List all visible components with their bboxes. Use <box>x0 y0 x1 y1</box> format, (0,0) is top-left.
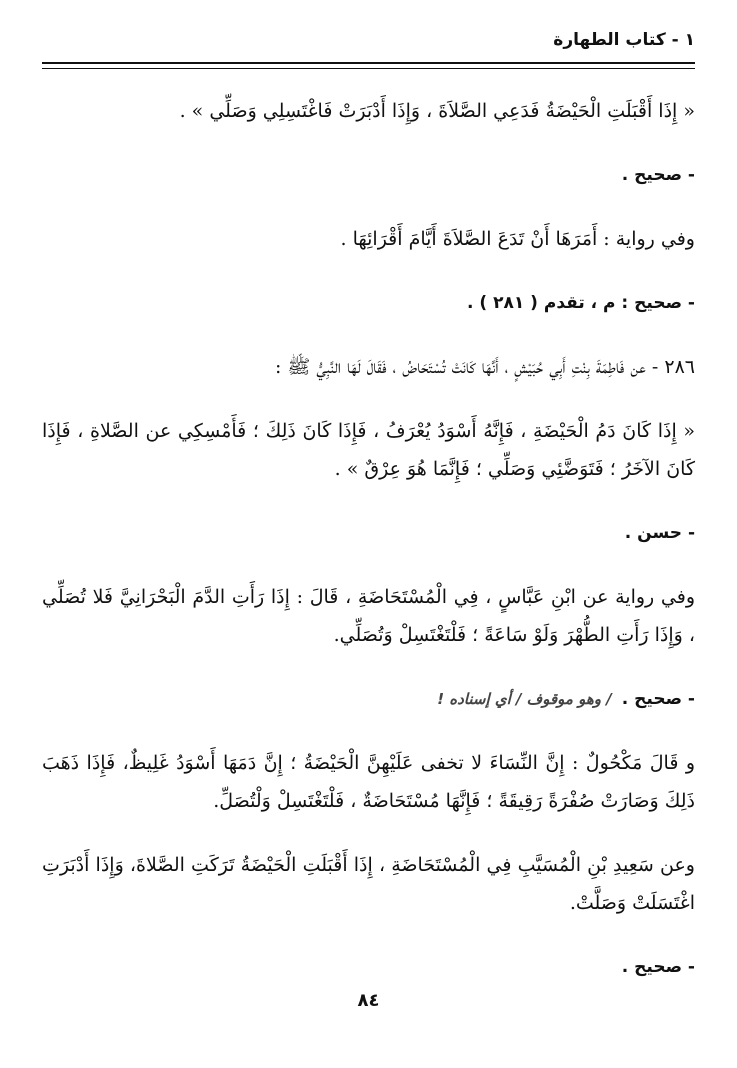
grade-label: - صحيح : م ، تقدم ( ٢٨١ ) . <box>467 293 695 313</box>
hadith-text: « إِذَا كَانَ دَمُ الْحَيْضَةِ ، فَإِنَّهُ أَسْوَدُ يُعْرَفُ ، فَإِذَا كَانَ ذَلِكَ ؛ فَأَمْسِكِي عن الصَّلاةِ ، فَإِذَا كَانَ الآخَرُ ؛ فَتَوَضَّئِي وَصَلِّي ؛ فَإِنَّمَا هُوَ عِرْقٌ » . <box>42 420 695 480</box>
page-body <box>42 92 695 1012</box>
grade-label: - حسن . <box>624 523 695 543</box>
grade-text: - صحيح . <box>621 689 695 709</box>
hadith-text: ٢٨٦ - عن فَاطِمَةَ بِنْتِ أَبِي حُبَيْشٍ ، أَنَّهَا كَانَتْ تُسْتَحَاضُ ، فَقَالَ لَهَا النَّبِيُّ ﷺ : <box>274 356 695 378</box>
grade-label: - صحيح . <box>621 165 695 185</box>
handwritten-note: / وهو موقوف / أي إسناده ! <box>437 690 612 708</box>
narration-text: و قَالَ مَكْحُولٌ : إِنَّ النِّسَاءَ لا تخفى عَلَيْهِنَّ الْحَيْضَةُ ؛ إِنَّ دَمَهَا أَسْوَدُ غَلِيظٌ، فَإِذَا ذَهَبَ ذَلِكَ وَصَارَتْ صُفْرَةً رَقِيقَةً ؛ فَإِنَّهَا مُسْتَحَاضَةٌ ، فَلْتَغْتَسِلْ وَلْتُصَلِّ. <box>42 752 695 812</box>
grade-label <box>42 680 695 718</box>
running-header: ١ - كتاب الطهارة <box>553 30 695 50</box>
header-rule-thin <box>42 68 695 69</box>
grade-label: - صحيح . <box>621 957 695 977</box>
narration-text: وفي رواية : أَمَرَهَا أَنْ تَدَعَ الصَّلاَةَ أَيَّامَ أَقْرَائِهَا . <box>340 228 695 250</box>
hadith-text: « إِذَا أَقْبَلَتِ الْحَيْضَةُ فَدَعِي الصَّلاَةَ ، وَإِذَا أَدْبَرَتْ فَاغْتَسِلِي وَصَلِّي » . <box>179 100 695 122</box>
page-number: ٨٤ <box>357 990 380 1011</box>
header-rule-thick <box>42 62 695 64</box>
narration-text: وعن سَعِيدِ بْنِ الْمُسَيَّبِ فِي الْمُسْتَحَاضَةِ ، إِذَا أَقْبَلَتِ الْحَيْضَةُ تَرَكَتِ الصَّلاةَ، وَإِذَا أَدْبَرَتِ اغْتَسَلَتْ وَصَلَّتْ. <box>42 854 695 914</box>
narration-text: وفي رواية عن ابْنِ عَبَّاسٍ ، فِي الْمُسْتَحَاضَةِ ، قَالَ : إِذَا رَأَتِ الدَّمَ الْبَحْرَانِيَّ فَلا تُصَلِّي ، وَإِذَا رَأَتِ الطُّهْرَ وَلَوْ سَاعَةً ؛ فَلْتَغْتَسِلْ وَتُصَلِّي. <box>42 586 695 646</box>
